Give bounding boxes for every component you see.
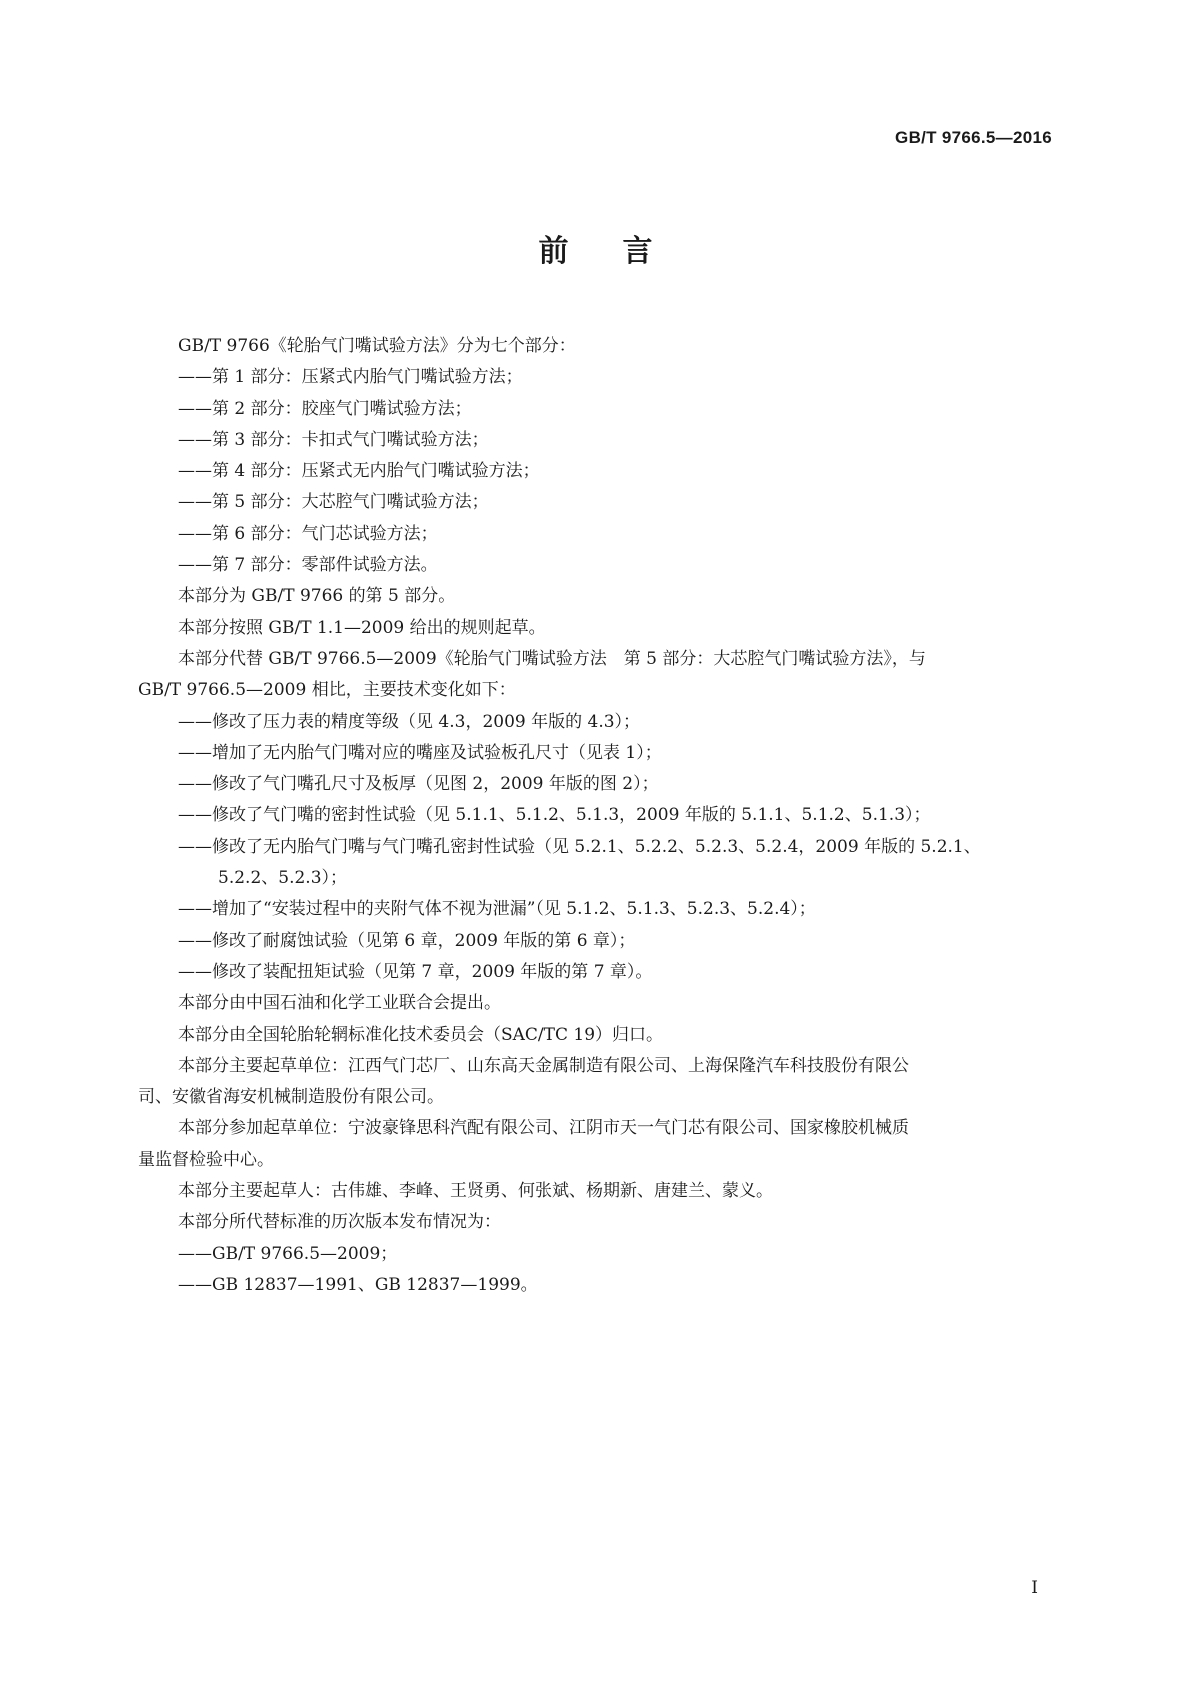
paragraph-line: 本部分由中国石油和化学工业联合会提出。 [178,993,501,1014]
list-item: ——修改了气门嘴的密封性试验（见 5.1.1、5.1.2、5.1.3，2009 年版的 5.1.1、5.1.2、5.1.3）； [178,805,931,826]
list-item: ——GB/T 9766.5—2009； [178,1243,398,1264]
list-item: ——第 7 部分：零部件试验方法。 [178,555,438,576]
paragraph-line: 本部分由全国轮胎轮辋标准化技术委员会（SAC/TC 19）归口。 [178,1024,664,1045]
list-item: ——第 4 部分：压紧式无内胎气门嘴试验方法； [178,461,540,482]
paragraph-line: GB/T 9766.5—2009 相比，主要技术变化如下： [138,680,516,701]
standard-code: GB/T 9766.5—2016 [895,128,1052,147]
list-item: ——增加了无内胎气门嘴对应的嘴座及试验板孔尺寸（见表 1）； [178,742,662,763]
list-item: ——修改了无内胎气门嘴与气门嘴孔密封性试验（见 5.2.1、5.2.2、5.2.3、5.2.4，2009 年版的 5.2.1、 [178,836,981,857]
list-item: ——第 6 部分：气门芯试验方法； [178,523,438,544]
list-item: ——第 1 部分：压紧式内胎气门嘴试验方法； [178,367,523,388]
list-item: ——修改了耐腐蚀试验（见第 6 章，2009 年版的第 6 章）； [178,930,636,951]
list-item: ——第 5 部分：大芯腔气门嘴试验方法； [178,492,489,513]
page-number: I [1031,1578,1038,1598]
paragraph-line: 本部分主要起草人：古伟雄、李峰、王贤勇、何张斌、杨期新、唐建兰、蒙义。 [178,1181,773,1202]
paragraph-line: 量监督检验中心。 [138,1149,274,1170]
list-item: ——第 3 部分：卡扣式气门嘴试验方法； [178,429,489,450]
page-title: 前言 [538,234,707,269]
paragraph-line: 本部分为 GB/T 9766 的第 5 部分。 [178,586,456,607]
paragraph-line: 本部分代替 GB/T 9766.5—2009《轮胎气门嘴试验方法 第 5 部分：大芯腔气门嘴试验方法》，与 [178,648,926,669]
paragraph-line: GB/T 9766《轮胎气门嘴试验方法》分为七个部分： [178,336,576,356]
paragraph-line: 司、安徽省海安机械制造股份有限公司。 [138,1087,444,1108]
list-item: ——修改了装配扭矩试验（见第 7 章，2009 年版的第 7 章）。 [178,961,653,982]
list-item: ——第 2 部分：胶座气门嘴试验方法； [178,398,472,419]
paragraph-line: 本部分所代替标准的历次版本发布情况为： [178,1212,501,1233]
list-item: ——增加了“安装过程中的夹附气体不视为泄漏”（见 5.1.2、5.1.3、5.2.3、5.2.4）； [178,899,816,920]
paragraph-line: 本部分参加起草单位：宁波豪锋思科汽配有限公司、江阴市天一气门芯有限公司、国家橡胶机械质 [178,1118,909,1139]
foreword-body [138,331,1060,1301]
paragraph-line: 本部分按照 GB/T 1.1—2009 给出的规则起草。 [178,617,546,638]
list-item: ——修改了气门嘴孔尺寸及板厚（见图 2，2009 年版的图 2）； [178,774,659,795]
list-item: 5.2.2、5.2.3）； [218,868,348,889]
list-item: ——修改了压力表的精度等级（见 4.3，2009 年版的 4.3）； [178,711,641,732]
list-item: ——GB 12837—1991、GB 12837—1999。 [178,1274,538,1295]
paragraph-line: 本部分主要起草单位：江西气门芯厂、山东高天金属制造有限公司、上海保隆汽车科技股份有限公 [178,1055,909,1076]
